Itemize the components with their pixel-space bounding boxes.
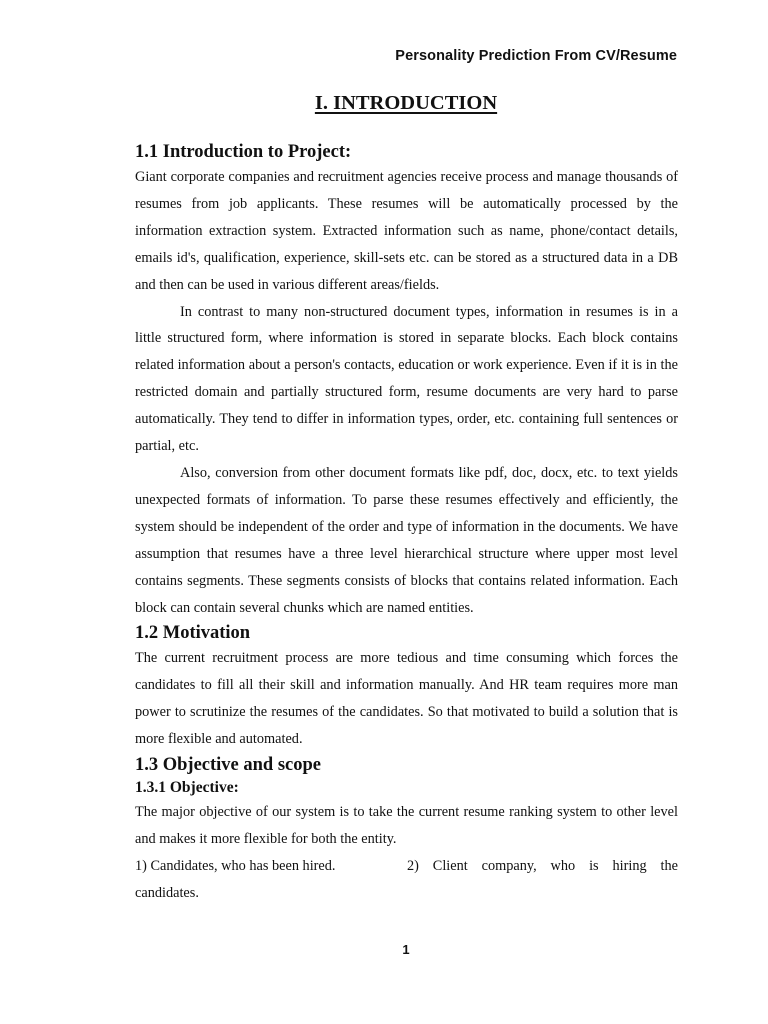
paragraph-1-1-a: Giant corporate companies and recruitment agencies receive process and manage thousands of resumes from job applicants. These resumes will be automatically processed by the information extraction system. Extracted information such as name, phone/contact details, emails id's, qualification, experience, skill-sets etc. can be stored as a structured data in a DB and then can be used in various different areas/fields.	[135, 169, 678, 293]
subsection-heading-1-3-1: 1.3.1 Objective:	[135, 779, 239, 797]
paragraph-1-1-b: In contrast to many non-structured document types, information in resumes is in a little structured form, where information is stored in separate blocks. Each block contains related information about a person's contacts, education or work experience. Even if it is in the restricted domain and partially structured form, resume documents are very hard to parse automatically. They tend to differ in information types, order, etc. containing full sentences or partial, etc.	[135, 303, 678, 455]
section-heading-1-2: 1.2 Motivation	[135, 623, 251, 644]
paragraph-1-3-1-a: The major objective of our system is to take the current resume ranking system to other level and makes it more flexible for both the entity.	[135, 804, 678, 847]
objective-item-candidates: 1) Candidates, who has been hired.	[135, 857, 336, 874]
paragraph-1-1-c: Also, conversion from other document formats like pdf, doc, docx, etc. to text yields unexpected formats of information. To parse these resumes effectively and efficiently, the system should be independent of the order and type of information in the documents. We have assumption that resumes have a three level hierarchical structure where upper most level contains segments. These segments consists of blocks that contains related information. Each block can contain several chunks which are named entities.	[135, 464, 678, 616]
document-body	[135, 140, 678, 907]
paragraph-1-2-a: The current recruitment process are more tedious and time consuming which forces the candidates to fill all their skill and information manually. And HR team requires more man power to scrutinize the resumes of the candidates. So that motivated to build a solution that is more flexible and automated.	[135, 650, 678, 748]
running-header: Personality Prediction From CV/Resume	[395, 48, 677, 64]
objective-item-client-company-continued: candidates.	[135, 884, 199, 901]
section-heading-1-3: 1.3 Objective and scope	[135, 755, 322, 776]
page-number: 1	[402, 942, 410, 957]
objective-item-client-company: 2) Client company, who is hiring the	[407, 857, 678, 874]
chapter-title: I. INTRODUCTION	[314, 92, 498, 114]
objective-list-row	[135, 853, 678, 880]
section-heading-1-1: 1.1 Introduction to Project:	[135, 142, 352, 162]
